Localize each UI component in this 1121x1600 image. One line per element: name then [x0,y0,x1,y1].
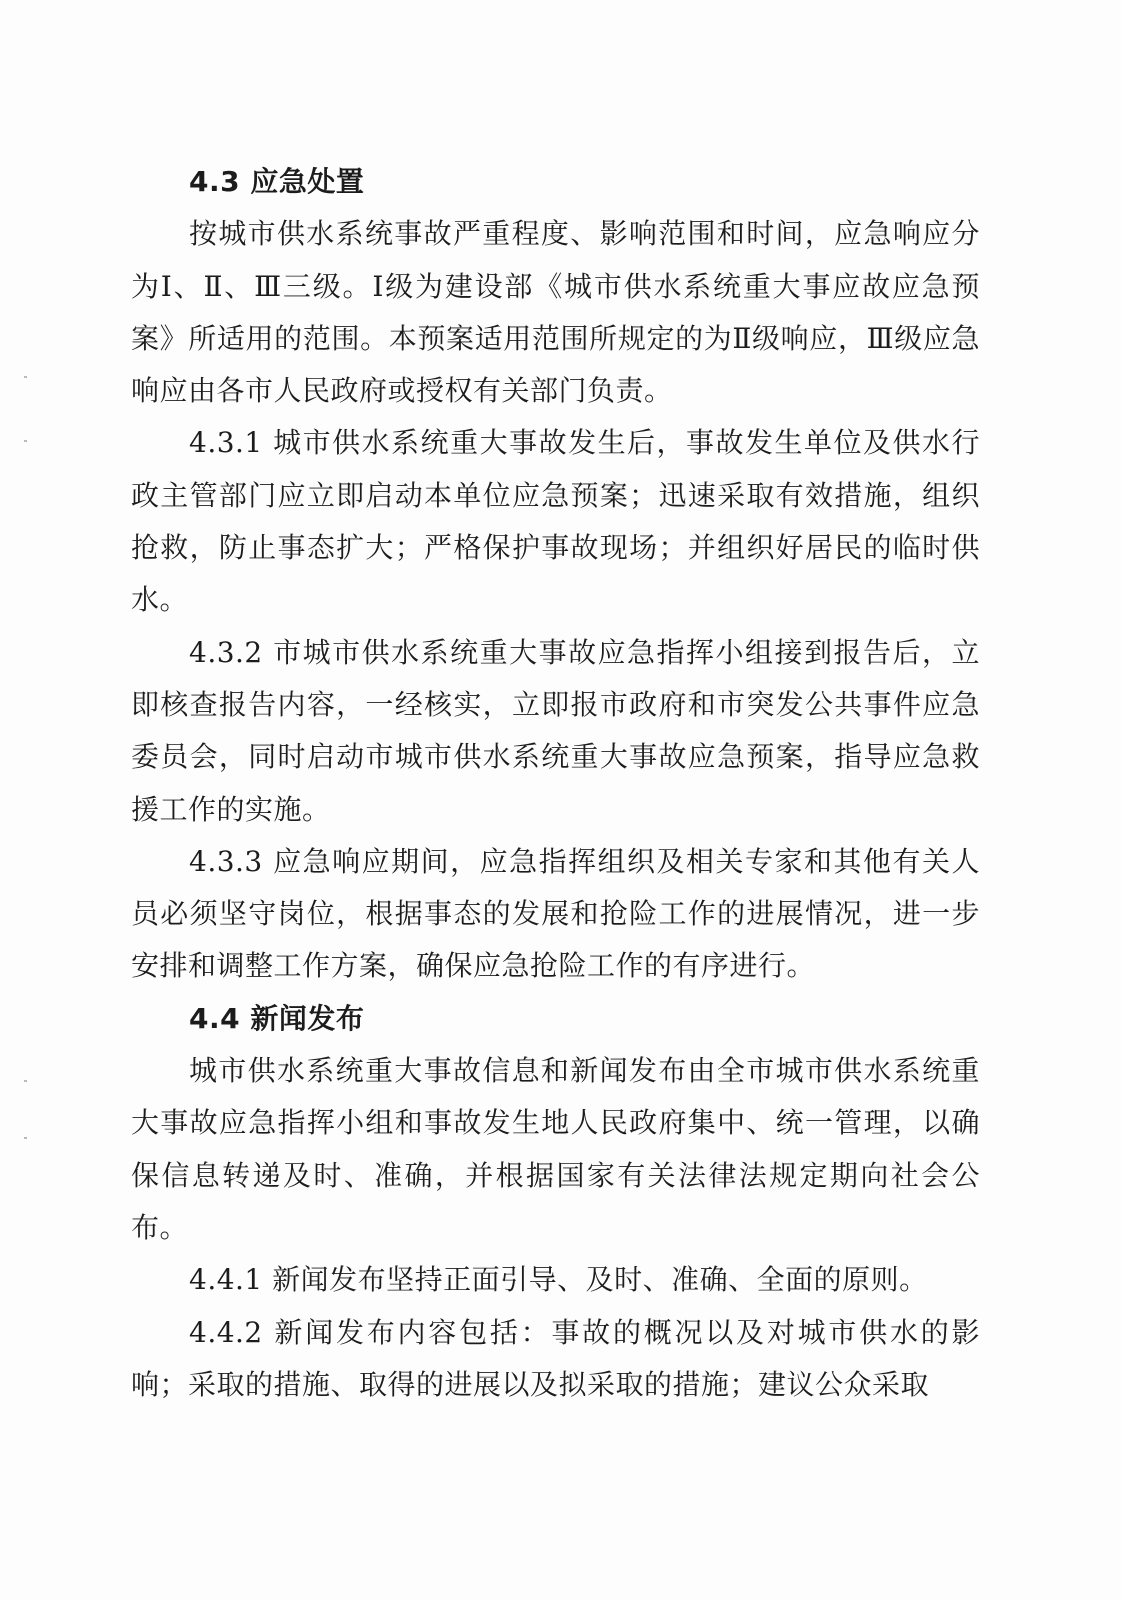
scan-speck [24,1137,27,1139]
section-heading: 4.3 应急处置 [189,165,365,198]
scan-speck [24,376,27,378]
paragraph: 按城市供水系统事故严重程度、影响范围和时间，应急响应分为Ⅰ、Ⅱ、Ⅲ三级。Ⅰ级为建设部《城市供水系统重大事应故应急预案》所适用的范围。本预案适用范围所规定的为Ⅱ级响应，Ⅲ级应急响应由各市人民政府或授权有关部门负责。 [131,217,980,408]
paragraph: 4.4.2 新闻发布内容包括：事故的概况以及对城市供水的影响；采取的措施、取得的进展以及拟采取的措施；建议公众采取 [131,1315,980,1401]
paragraph: 4.3.3 应急响应期间，应急指挥组织及相关专家和其他有关人员必须坚守岗位，根据事态的发展和抢险工作的进展情况，进一步安排和调整工作方案，确保应急抢险工作的有序进行。 [131,844,980,983]
scan-speck [24,440,27,442]
paragraph: 4.3.1 城市供水系统重大事故发生后，事故发生单位及供水行政主管部门应立即启动本单位应急预案；迅速采取有效措施，组织抢救，防止事态扩大；严格保护事故现场；并组织好居民的临时供水。 [131,426,980,617]
paragraph: 4.4.1 新闻发布坚持正面引导、及时、准确、全面的原则。 [189,1263,928,1297]
document-body [131,156,980,1411]
paragraph: 城市供水系统重大事故信息和新闻发布由全市城市供水系统重大事故应急指挥小组和事故发生地人民政府集中、统一管理，以确保信息转递及时、准确，并根据国家有关法律法规定期向社会公布。 [131,1054,980,1244]
paragraph: 4.3.2 市城市供水系统重大事故应急指挥小组接到报告后，立即核查报告内容，一经核实，立即报市政府和市突发公共事件应急委员会，同时启动市城市供水系统重大事故应急预案，指导应急救援工作的实施。 [131,635,980,826]
section-heading: 4.4 新闻发布 [189,1001,365,1035]
scan-speck [24,1080,27,1082]
